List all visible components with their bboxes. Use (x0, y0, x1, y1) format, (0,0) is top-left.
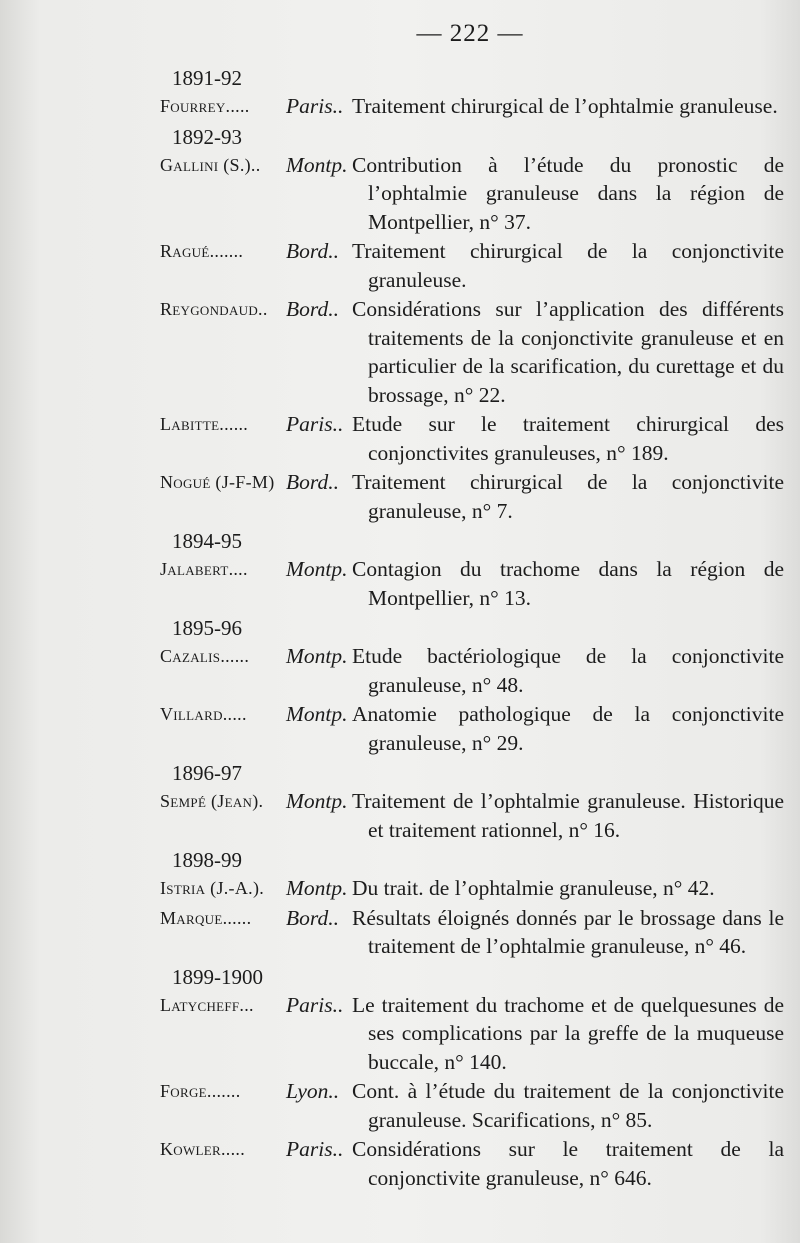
author-name: Cazalis...... (160, 646, 250, 666)
author-name: Ragué....... (160, 241, 244, 261)
thesis-title: Traitement chirurgical de la conjonctivite granuleuse. (352, 239, 784, 292)
thesis-title: Traitement chirurgical de la conjonctivite granuleuse, n° 7. (352, 470, 784, 523)
university-city: Lyon.. (286, 1079, 340, 1103)
university-city: Bord.. (286, 239, 339, 263)
thesis-title: Contribution à l’étude du pronostic de l’ophtalmie granuleuse dans la région de Montpellier, n° 37. (352, 152, 784, 234)
thesis-title: Etude sur le traitement chirurgical des conjonctivites granuleuses, n° 189. (352, 412, 784, 465)
thesis-entry (160, 904, 790, 961)
thesis-title: Traitement chirurgical de l’ophtalmie granuleuse. (352, 94, 778, 118)
page-number: — 222 — (416, 20, 524, 47)
university-city: Montp. (286, 789, 348, 813)
thesis-title: Cont. à l’étude du traitement de la conjonctivite granuleuse. Scarifications, n° 85. (352, 1079, 784, 1132)
thesis-entry (160, 237, 790, 294)
thesis-entry (160, 468, 790, 525)
thesis-entry (160, 1135, 790, 1192)
thesis-title: Résultats éloignés donnés par le brossage dans le traitement de l’ophtalmie granuleuse, n° 46. (352, 905, 784, 958)
thesis-title: Anatomie pathologique de la conjonctivite granuleuse, n° 29. (352, 702, 784, 755)
thesis-entry (160, 295, 790, 409)
university-city: Paris.. (286, 992, 344, 1017)
university-city: Montp. (286, 644, 348, 668)
thesis-title: Du trait. de l’ophtalmie granuleuse, n° 42. (352, 876, 715, 900)
author-name: Fourrey..... (160, 96, 250, 116)
author-name: Gallini (S.).. (160, 154, 261, 175)
author-name: Istria (J.-A.). (160, 878, 265, 898)
university-city: Montp. (286, 152, 348, 177)
thesis-entry (160, 410, 790, 467)
author-name: Jalabert.... (160, 559, 248, 579)
author-name: Labitte...... (160, 414, 249, 434)
university-city: Bord.. (286, 470, 339, 494)
author-name: Nogué (J-F-M) (160, 472, 275, 492)
academic-year: 1899-1900 (172, 964, 263, 989)
university-city: Montp. (286, 702, 348, 726)
author-name: Marque...... (160, 907, 252, 928)
author-name: Latycheff... (160, 994, 254, 1015)
thesis-title: Traitement de l’ophtalmie granuleuse. Historique et traitement rationnel, n° 16. (352, 789, 784, 842)
academic-year: 1898-99 (172, 848, 242, 872)
author-name: Kowler..... (160, 1139, 246, 1159)
thesis-title: Etude bactériologique de la conjonctivite granuleuse, n° 48. (352, 644, 784, 697)
thesis-entry (160, 991, 790, 1077)
thesis-entry (160, 642, 790, 699)
university-city: Paris.. (286, 1137, 344, 1161)
thesis-entry (160, 555, 790, 612)
thesis-title: Contagion du trachome dans la région de Montpellier, n° 13. (352, 557, 784, 610)
author-name: Villard..... (160, 704, 247, 724)
thesis-entry (160, 787, 790, 844)
university-city: Bord.. (286, 905, 339, 930)
author-name: Reygondaud.. (160, 299, 268, 319)
university-city: Paris.. (286, 94, 344, 118)
thesis-title: Considérations sur l’application des différents traitements de la conjonctivite granuleuse et en particulier de la scarification, du curettage et du brossage, n° 22. (352, 297, 784, 407)
thesis-title: Considérations sur le traitement de la conjonctivite granuleuse, n° 646. (352, 1137, 784, 1190)
university-city: Montp. (286, 876, 348, 900)
thesis-entry (160, 700, 790, 757)
author-name: Forge....... (160, 1081, 241, 1101)
thesis-entry (160, 92, 790, 121)
thesis-entry (160, 1077, 790, 1134)
thesis-entry (160, 874, 790, 903)
academic-year: 1892-93 (172, 124, 242, 149)
thesis-list (160, 62, 790, 1193)
university-city: Bord.. (286, 297, 339, 321)
academic-year: 1891-92 (172, 66, 242, 90)
thesis-title: Le traitement du trachome et de quelquesunes de ses complications par la greffe de la muqueuse buccale, n° 140. (352, 992, 784, 1074)
academic-year: 1894-95 (172, 529, 242, 553)
author-name: Sempé (Jean). (160, 791, 264, 811)
thesis-entry (160, 151, 790, 237)
academic-year: 1896-97 (172, 761, 242, 785)
academic-year: 1895-96 (172, 616, 242, 640)
university-city: Paris.. (286, 412, 344, 436)
university-city: Montp. (286, 557, 348, 581)
